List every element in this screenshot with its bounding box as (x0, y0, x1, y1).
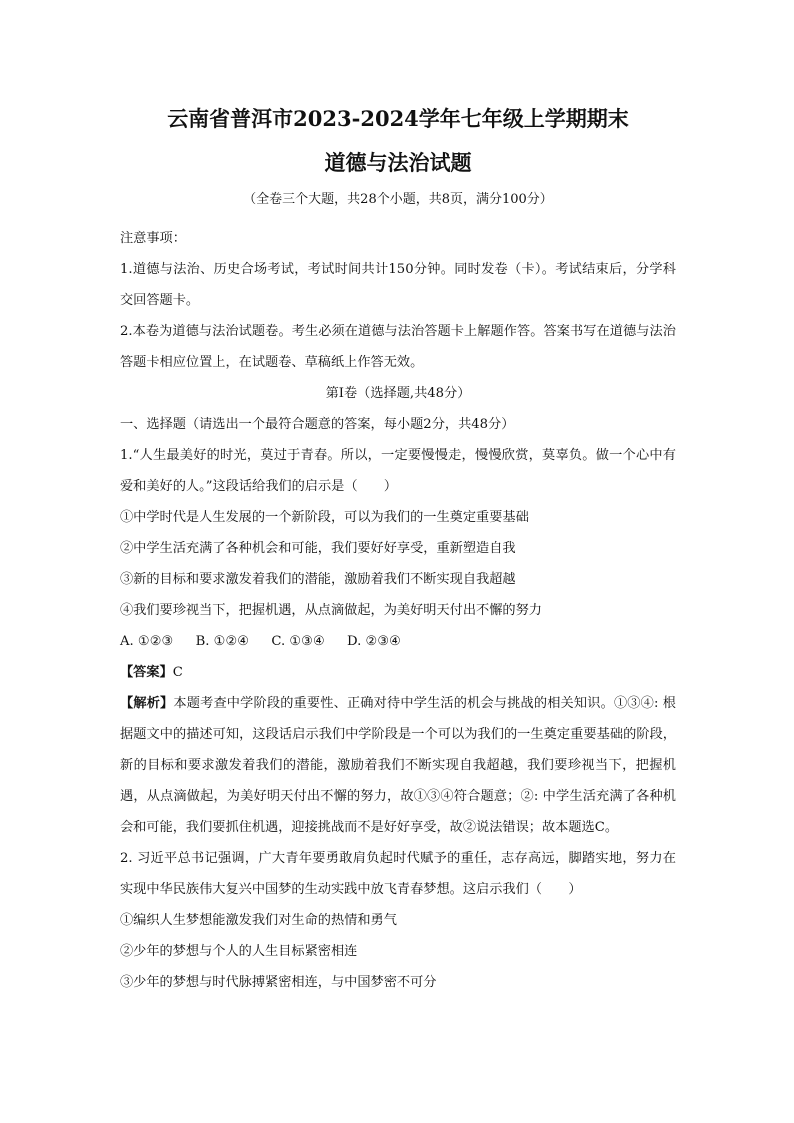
question-1-statement-2: ②中学生活充满了各种机会和可能，我们要好好享受，重新塑造自我 (120, 541, 516, 556)
question-1-analysis (120, 688, 676, 843)
answer-label: 【答案】 (120, 665, 173, 680)
notice-item-1: 1.道德与法治、历史合场考试，考试时间共计150分钟。同时发卷（卡）。考试结束后，分学科交回答题卡。 (120, 262, 676, 308)
question-2-statement-3: ③少年的梦想与时代脉搏紧密相连，与中国梦密不可分 (120, 975, 437, 990)
choice-d: D. ②③④ (347, 634, 401, 649)
question-1 (120, 440, 676, 843)
exam-title-line1: 云南省普洱市2023-2024学年七年级上学期期末 (167, 106, 629, 131)
question-2-statement-2: ②少年的梦想与个人的人生目标紧密相连 (120, 944, 358, 959)
question-1-answer (120, 657, 676, 688)
question-1-statement-3: ③新的目标和要求激发着我们的潜能，激励着我们不断实现自我超越 (120, 572, 516, 587)
exam-title-line2: 道德与法治试题 (324, 150, 472, 175)
answer-value: C (172, 665, 183, 680)
question-2-statement-1: ①编织人生梦想能激发我们对生命的热情和勇气 (120, 913, 397, 928)
choice-a: A. ①②③ (120, 634, 174, 649)
page-content (120, 104, 676, 998)
question-1-statement-4: ④我们要珍视当下，把握机遇，从点滴做起，为美好明天付出不懈的努力 (120, 603, 542, 618)
part-title: 第Ⅰ卷（选择题,共48分） (325, 386, 471, 401)
exam-subtitle: （全卷三个大题，共28个小题，共8页，满分100分） (243, 192, 553, 207)
question-2 (120, 843, 676, 998)
analysis-label: 【解析】 (120, 696, 174, 711)
choice-b: B. ①②④ (195, 634, 250, 649)
section-heading: 一、选择题（请选出一个最符合题意的答案，每小题2分，共48分） (120, 417, 515, 432)
question-1-choices (120, 626, 676, 657)
question-1-stem: 1.“人生最美好的时光，莫过于青春。所以，一定要慢慢走，慢慢欣赏，莫辜负。做一个心中有爱和美好的人。”这段话给我们的启示是（ ） (120, 448, 676, 494)
choice-c: C. ①③④ (271, 634, 325, 649)
analysis-text: 本题考查中学阶段的重要性、正确对待中学生活的机会与挑战的相关知识。①③④: 根据题文中的描述可知，这段话启示我们中学阶段是一个可以为我们的一生奠定重要基础的阶段，新的目标和要求激发着我们的潜能，激励着我们不断实现自我超越，我们要珍视当下，把握机遇，从点滴做起，为美好明天付出不懈的努力，故①③④符合题意；②: 中学生活充满了各种机会和可能，我们要抓住机遇，迎接挑战而不是好好享受，故②说法错误；故本题选C。 (120, 696, 676, 835)
notice-item-2: 2.本卷为道德与法治试题卷。考生必须在道德与法治答题卡上解题作答。答案书写在道德与法治答题卡相应位置上，在试题卷、草稿纸上作答无效。 (120, 324, 676, 370)
question-1-statement-1: ①中学时代是人生发展的一个新阶段，可以为我们的一生奠定重要基础 (120, 510, 529, 525)
notice-heading: 注意事项： (120, 231, 186, 246)
question-2-stem: 2. 习近平总书记强调，广大青年要勇敢肩负起时代赋予的重任，志存高远，脚踏实地，努力在实现中华民族伟大复兴中国梦的生动实践中放飞青春梦想。这启示我们（ ） (120, 851, 676, 897)
